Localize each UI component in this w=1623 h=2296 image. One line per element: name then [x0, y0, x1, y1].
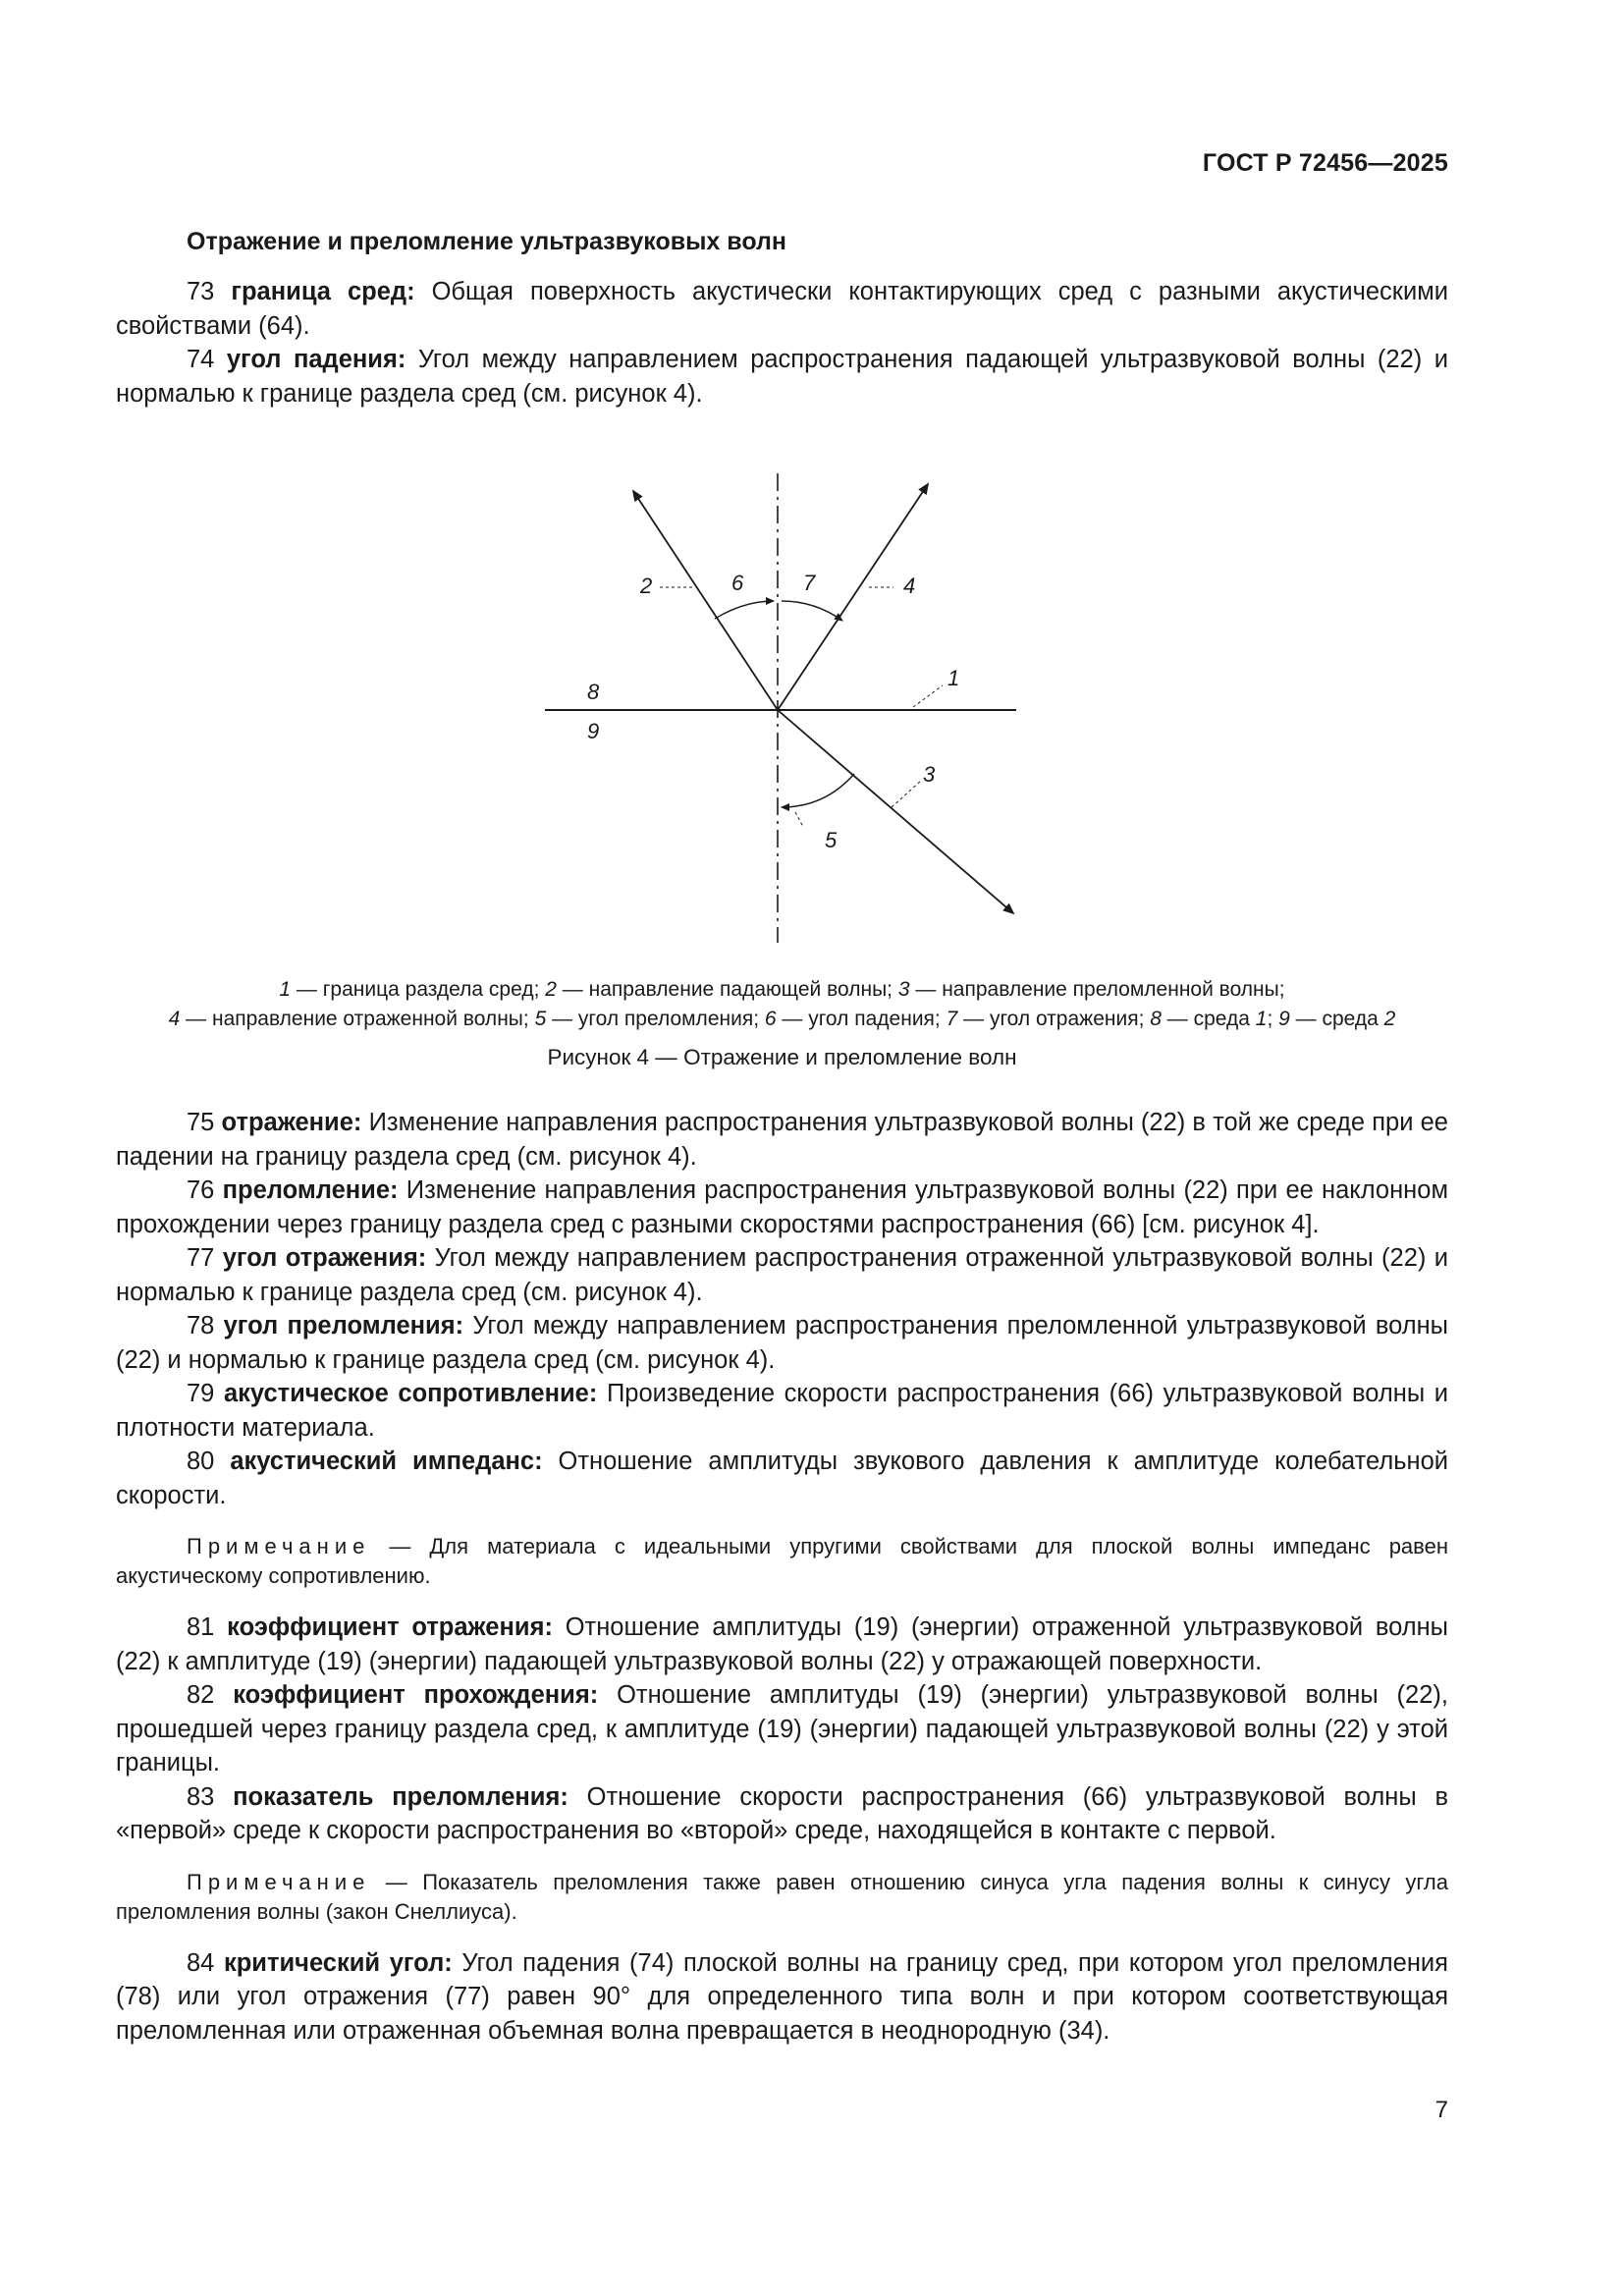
term-78: [116, 1309, 1448, 1377]
term-definition: Изменение направления распространения ультразвуковой волны (22) в той же среде при ее падении на границу раздела сред (см. рисунок 4).: [116, 1109, 1448, 1171]
term-definition: Отношение скорости распространения (66) ультразвуковой волны в «первой» среде к скорости распространения во «второй» среде, находящейся в контакте с первой.: [116, 1782, 1449, 1844]
legend-text: — граница раздела сред;: [291, 978, 546, 1001]
term-76: [116, 1174, 1448, 1241]
terms-main-block: [116, 1106, 1448, 2048]
label-6: 6: [731, 571, 744, 595]
term-79: [116, 1377, 1448, 1445]
term-name: коэффициент отражения:: [227, 1613, 553, 1641]
term-name: граница сред:: [231, 278, 415, 305]
legend-key: 4: [168, 1008, 181, 1030]
term-definition: Общая поверхность акустически контактирующих сред с разными акустическими свойствами (64).: [116, 278, 1448, 340]
term-82: [116, 1678, 1448, 1780]
legend-text: — угол отражения;: [957, 1008, 1151, 1030]
label-7: 7: [803, 571, 816, 595]
term-number: 82: [187, 1681, 215, 1709]
legend-key: 2: [545, 978, 557, 1001]
term-number: 84: [187, 1948, 215, 1977]
note-text: — Показатель преломления также равен отношению синуса угла падения волны к синусу угла преломления волны (закон Снеллиуса).: [116, 1869, 1448, 1924]
term-75: [116, 1106, 1448, 1174]
term-number: 77: [187, 1244, 215, 1272]
legend-key: 1: [279, 978, 292, 1001]
term-name: отражение:: [221, 1109, 362, 1136]
term-number: 80: [187, 1448, 215, 1475]
term-77: [116, 1241, 1448, 1309]
leader-1: [913, 685, 943, 707]
page-number: 7: [1434, 2097, 1448, 2123]
term-80: [116, 1445, 1448, 1512]
term-number: 78: [187, 1312, 215, 1339]
legend-text: — угол преломления;: [546, 1008, 765, 1030]
term-84: [116, 1946, 1448, 2049]
legend-key: 1: [1255, 1008, 1268, 1030]
term-number: 83: [187, 1782, 215, 1811]
term-number: 74: [187, 346, 215, 373]
legend-line-2: [116, 1005, 1448, 1034]
term-definition: Угол между направлением распространения преломленной ультразвуковой волны (22) и нормалью к границе раздела сред (см. рисунок 4).: [116, 1312, 1448, 1374]
legend-key: 8: [1150, 1008, 1162, 1030]
note-text: — Для материала с идеальными упругими свойствами для плоской волны импеданс равен акустическому сопротивлению.: [116, 1534, 1448, 1588]
legend-text: — направление отраженной волны;: [180, 1008, 535, 1030]
term-name: коэффициент прохождения:: [233, 1681, 599, 1709]
term-definition: Угол между направлением распространения отраженной ультразвуковой волны (22) и нормалью к границе раздела сред (см. рисунок 4).: [116, 1244, 1448, 1306]
term-name: акустический импеданс:: [230, 1448, 543, 1475]
term-name: угол преломления:: [223, 1312, 464, 1339]
term-name: угол падения:: [226, 346, 406, 373]
section-title: Отражение и преломление ультразвуковых волн: [187, 228, 786, 255]
leader-3: [892, 781, 921, 807]
legend-text: — направление падающей волны;: [556, 978, 898, 1001]
legend-text: — угол падения;: [776, 1008, 947, 1030]
incident-ray: [633, 491, 778, 710]
legend-key: 6: [764, 1008, 777, 1030]
incidence-angle-arc: [715, 601, 774, 619]
term-74: [116, 343, 1448, 410]
term-definition: Изменение направления распространения ультразвуковой волны (22) при ее наклонном прохождении через границу раздела сред с разными скоростями распространения (66) [см. рисунок 4].: [116, 1176, 1448, 1238]
legend-text: — направление преломленной волны;: [909, 978, 1285, 1001]
label-1: 1: [947, 666, 960, 690]
term-definition: Отношение амплитуды звукового давления к амплитуде колебательной скорости.: [116, 1448, 1448, 1509]
label-5: 5: [825, 828, 838, 852]
legend-text: ;: [1267, 1008, 1279, 1030]
legend-key: 7: [946, 1008, 958, 1030]
label-2: 2: [640, 574, 653, 598]
note-1: [116, 1532, 1448, 1591]
term-definition: Произведение скорости распространения (66) ультразвуковой волны и плотности материала.: [116, 1380, 1448, 1442]
reflection-refraction-diagram: [530, 462, 1041, 953]
term-number: 76: [187, 1176, 215, 1204]
term-definition: Отношение амплитуды (19) (энергии) ультразвуковой волны (22), прошедшей через границу раздела сред, к амплитуде (19) (энергии) падающей ультразвуковой волны (22) у этой границы.: [116, 1681, 1448, 1777]
figure-legend: [116, 975, 1448, 1034]
refraction-angle-arc: [782, 774, 854, 807]
document-header: ГОСТ Р 72456—2025: [1202, 149, 1448, 177]
note-label: Примечание: [187, 1869, 371, 1894]
legend-key: 2: [1383, 1008, 1396, 1030]
term-name: показатель преломления:: [233, 1782, 568, 1811]
term-name: акустическое сопротивление:: [223, 1380, 598, 1407]
legend-key: 5: [534, 1008, 547, 1030]
label-4: 4: [903, 574, 916, 598]
term-number: 73: [187, 278, 215, 305]
legend-key: 9: [1278, 1008, 1290, 1030]
note-2: [116, 1868, 1448, 1927]
legend-text: — среда: [1161, 1008, 1256, 1030]
term-number: 79: [187, 1380, 215, 1407]
term-definition: Отношение амплитуды (19) (энергии) отраженной ультразвуковой волны (22) к амплитуде (19) (энергии) падающей ультразвуковой волны (22) у отражающей поверхности.: [116, 1613, 1448, 1675]
term-number: 75: [187, 1109, 215, 1136]
figure-caption: Рисунок 4 — Отражение и преломление волн: [547, 1045, 1017, 1069]
term-81: [116, 1611, 1448, 1678]
note-label: Примечание: [187, 1534, 371, 1558]
legend-text: — среда: [1289, 1008, 1384, 1030]
term-name: критический угол:: [223, 1948, 453, 1977]
refracted-ray: [778, 710, 1013, 913]
legend-key: 3: [897, 978, 910, 1001]
term-number: 81: [187, 1613, 215, 1641]
legend-line-1: [116, 975, 1448, 1005]
term-83: [116, 1780, 1448, 1848]
term-name: преломление:: [222, 1176, 399, 1204]
term-name: угол отражения:: [222, 1244, 427, 1272]
term-definition: Угол падения (74) плоской волны на границу сред, при котором угол преломления (78) или угол отражения (77) равен 90° для определенного типа волн и при котором соответствующая преломленная или отраженная объемная волна превращается в неоднородную (34).: [116, 1948, 1448, 2045]
label-3: 3: [923, 762, 936, 787]
label-9: 9: [587, 719, 600, 743]
reflection-angle-arc: [782, 601, 842, 621]
label-8: 8: [587, 680, 600, 704]
term-definition: Угол между направлением распространения падающей ультразвуковой волны (22) и нормалью к границе раздела сред (см. рисунок 4).: [116, 346, 1448, 408]
terms-top-block: [116, 275, 1448, 410]
leader-5: [795, 812, 803, 827]
term-73: [116, 275, 1448, 343]
